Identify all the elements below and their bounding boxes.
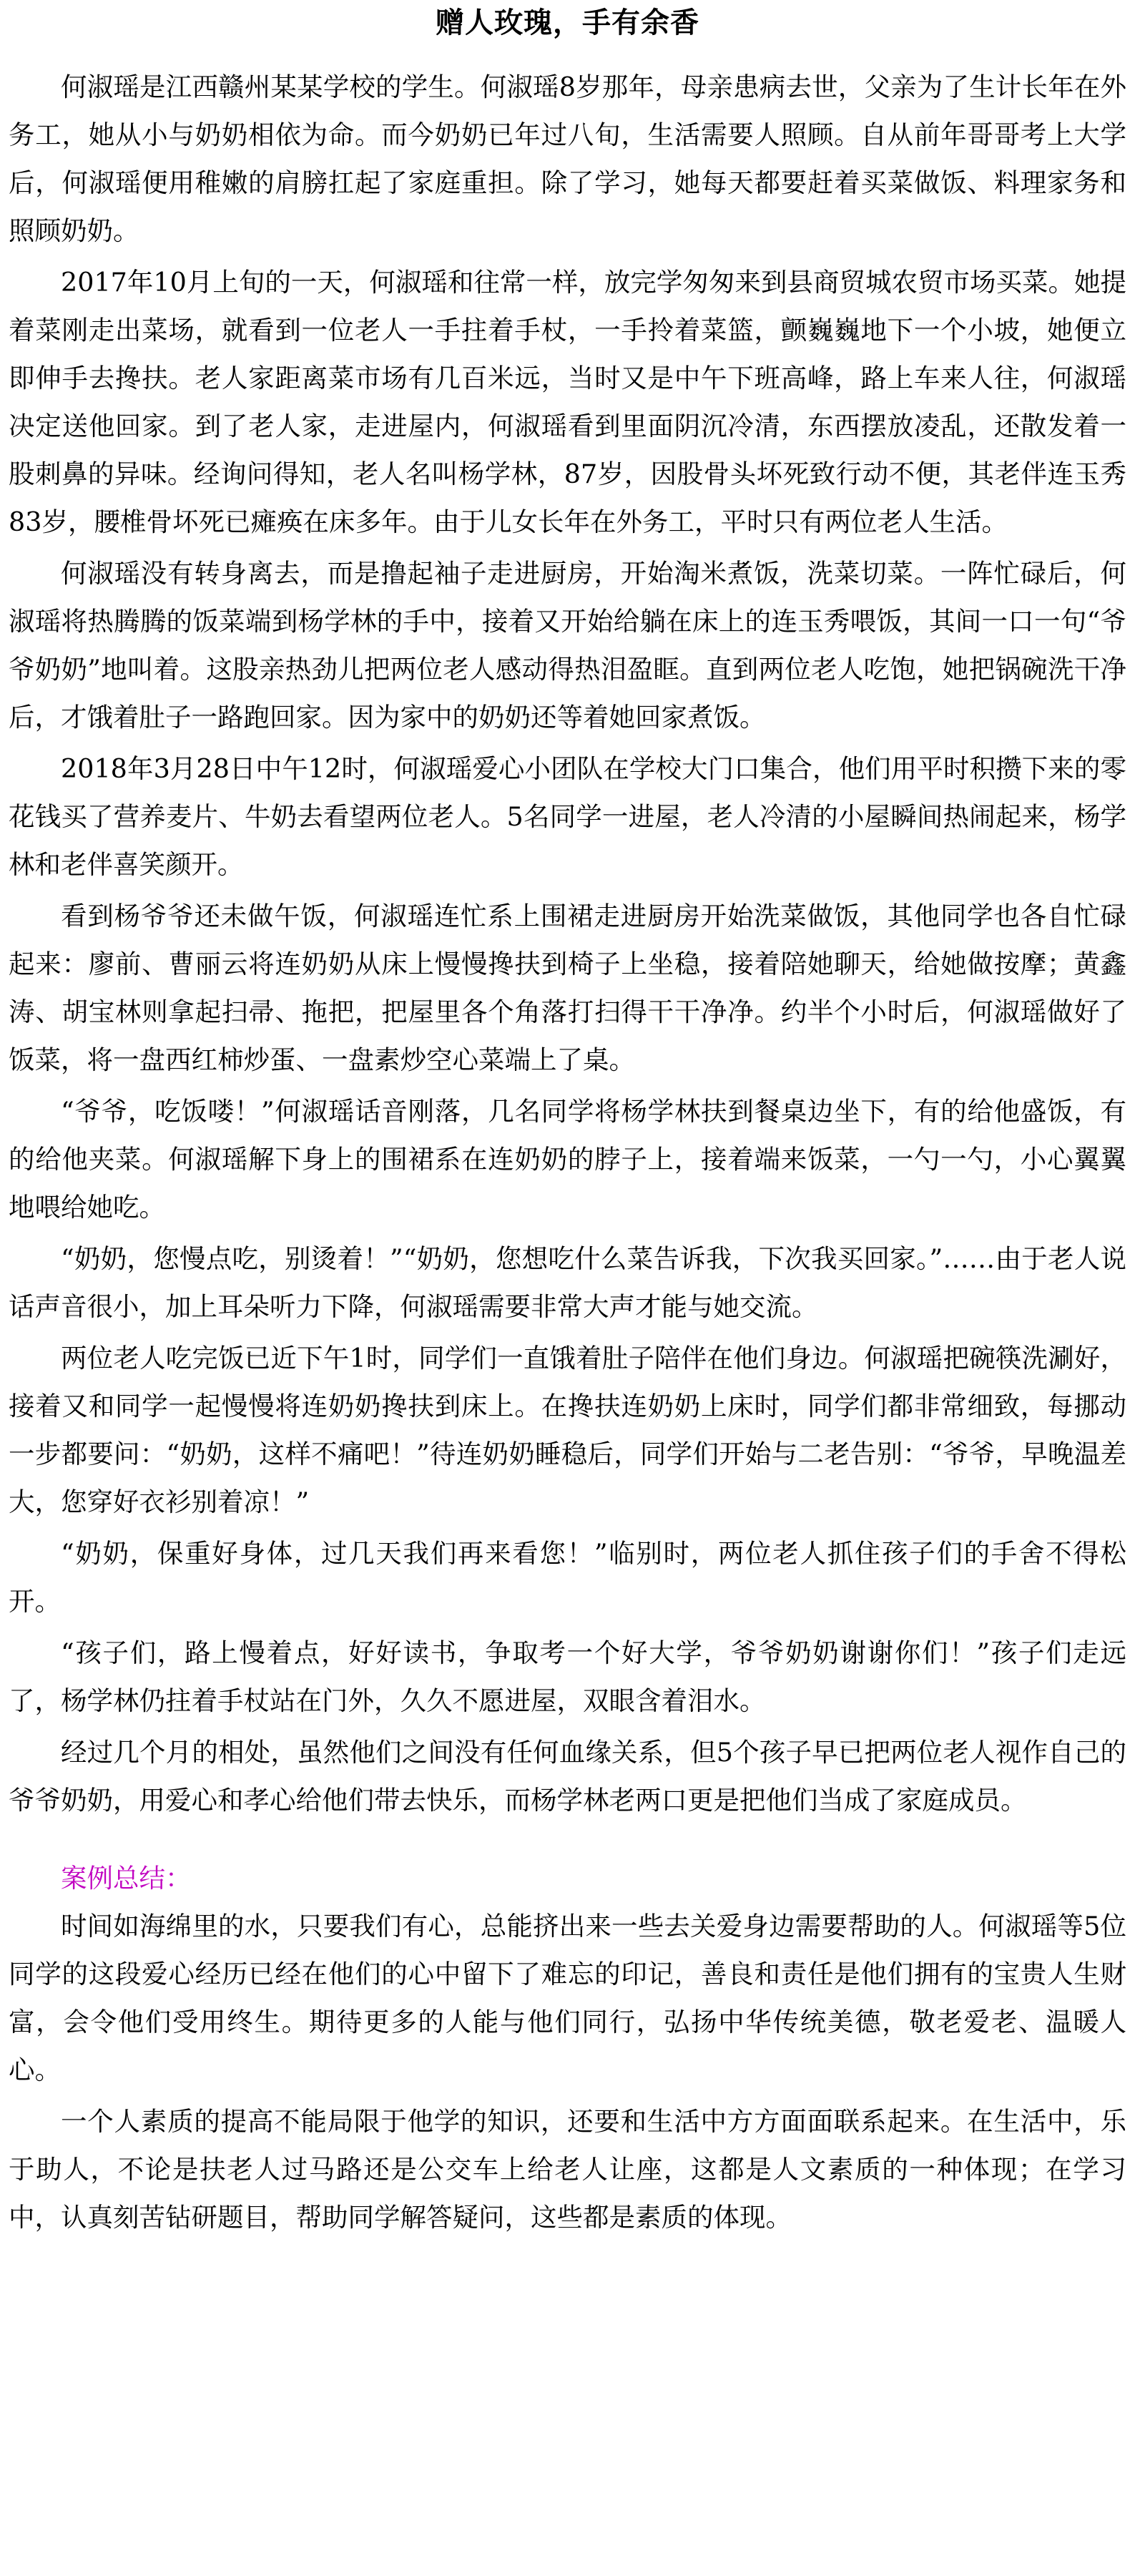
article-body: [9, 63, 1126, 1824]
summary-heading: 案例总结：: [61, 1863, 192, 1894]
paragraph: 两位老人吃完饭已近下午1时，同学们一直饿着肚子陪伴在他们身边。何淑瑶把碗筷洗涮好，接着又和同学一起慢慢将连奶奶搀扶到床上。在搀扶连奶奶上床时，同学们都非常细致，每挪动一步都要问：“奶奶，这样不痛吧！”待连奶奶睡稳后，同学们开始与二老告别：“爷爷，早晚温差大，您穿好衣衫别着凉！”: [9, 1343, 1126, 1517]
paragraph: 何淑瑶没有转身离去，而是撸起袖子走进厨房，开始淘米煮饭，洗菜切菜。一阵忙碌后，何淑瑶将热腾腾的饭菜端到杨学林的手中，接着又开始给躺在床上的连玉秀喂饭，其间一口一句“爷爷奶奶”地叫着。这股亲热劲儿把两位老人感动得热泪盈眶。直到两位老人吃饱，她把锅碗洗干净后，才饿着肚子一路跑回家。因为家中的奶奶还等着她回家煮饭。: [9, 558, 1126, 733]
document-title: 赠人玫瑰，手有余香: [436, 6, 699, 39]
paragraph: “奶奶，您慢点吃，别烫着！”“奶奶，您想吃什么菜告诉我，下次我买回家。”……由于老人说话声音很小，加上耳朵听力下降，何淑瑶需要非常大声才能与她交流。: [9, 1243, 1126, 1322]
paragraph: 2017年10月上旬的一天，何淑瑶和往常一样，放完学匆匆来到县商贸城农贸市场买菜。她提着菜刚走出菜场，就看到一位老人一手拄着手杖，一手拎着菜篮，颤巍巍地下一个小坡，她便立即伸手去搀扶。老人家距离菜市场有几百米远，当时又是中午下班高峰，路上车来人往，何淑瑶决定送他回家。到了老人家，走进屋内，何淑瑶看到里面阴沉冷清，东西摆放凌乱，还散发着一股刺鼻的异味。经询问得知，老人名叫杨学林，87岁，因股骨头坏死致行动不便，其老伴连玉秀83岁，腰椎骨坏死已瘫痪在床多年。由于儿女长年在外务工，平时只有两位老人生活。: [9, 267, 1126, 537]
paragraph: 2018年3月28日中午12时，何淑瑶爱心小团队在学校大门口集合，他们用平时积攒下来的零花钱买了营养麦片、牛奶去看望两位老人。5名同学一进屋，老人冷清的小屋瞬间热闹起来，杨学林和老伴喜笑颜开。: [9, 753, 1126, 880]
paragraph: 经过几个月的相处，虽然他们之间没有任何血缘关系，但5个孩子早已把两位老人视作自己的爷爷奶奶，用爱心和孝心给他们带去快乐，而杨学林老两口更是把他们当成了家庭成员。: [9, 1737, 1126, 1816]
summary-paragraph: 一个人素质的提高不能局限于他学的知识，还要和生活中方方面面联系起来。在生活中，乐于助人，不论是扶老人过马路还是公交车上给老人让座，这都是人文素质的一种体现；在学习中，认真刻苦钻研题目，帮助同学解答疑问，这些都是素质的体现。: [9, 2106, 1126, 2233]
paragraph: “奶奶，保重好身体，过几天我们再来看您！”临别时，两位老人抓住孩子们的手舍不得松开。: [9, 1538, 1126, 1617]
paragraph: “爷爷，吃饭喽！”何淑瑶话音刚落，几名同学将杨学林扶到餐桌边坐下，有的给他盛饭，有的给他夹菜。何淑瑶解下身上的围裙系在连奶奶的脖子上，接着端来饭菜，一勺一勺，小心翼翼地喂给她吃。: [9, 1096, 1126, 1223]
case-summary: [9, 1854, 1126, 2241]
paragraph: “孩子们，路上慢着点，好好读书，争取考一个好大学，爷爷奶奶谢谢你们！”孩子们走远了，杨学林仍拄着手杖站在门外，久久不愿进屋，双眼含着泪水。: [9, 1637, 1126, 1716]
paragraph: 看到杨爷爷还未做午饭，何淑瑶连忙系上围裙走进厨房开始洗菜做饭，其他同学也各自忙碌起来：廖前、曹丽云将连奶奶从床上慢慢搀扶到椅子上坐稳，接着陪她聊天，给她做按摩；黄鑫涛、胡宝林则拿起扫帚、拖把，把屋里各个角落打扫得干干净净。约半个小时后，何淑瑶做好了饭菜，将一盘西红柿炒蛋、一盘素炒空心菜端上了桌。: [9, 901, 1126, 1075]
summary-paragraph: 时间如海绵里的水，只要我们有心，总能挤出来一些去关爱身边需要帮助的人。何淑瑶等5位同学的这段爱心经历已经在他们的心中留下了难忘的印记，善良和责任是他们拥有的宝贵人生财富，会令他们受用终生。期待更多的人能与他们同行，弘扬中华传统美德，敬老爱老、温暖人心。: [9, 1911, 1126, 2085]
paragraph: 何淑瑶是江西赣州某某学校的学生。何淑瑶8岁那年，母亲患病去世，父亲为了生计长年在外务工，她从小与奶奶相依为命。而今奶奶已年过八旬，生活需要人照顾。自从前年哥哥考上大学后，何淑瑶便用稚嫩的肩膀扛起了家庭重担。除了学习，她每天都要赶着买菜做饭、料理家务和照顾奶奶。: [9, 72, 1126, 246]
